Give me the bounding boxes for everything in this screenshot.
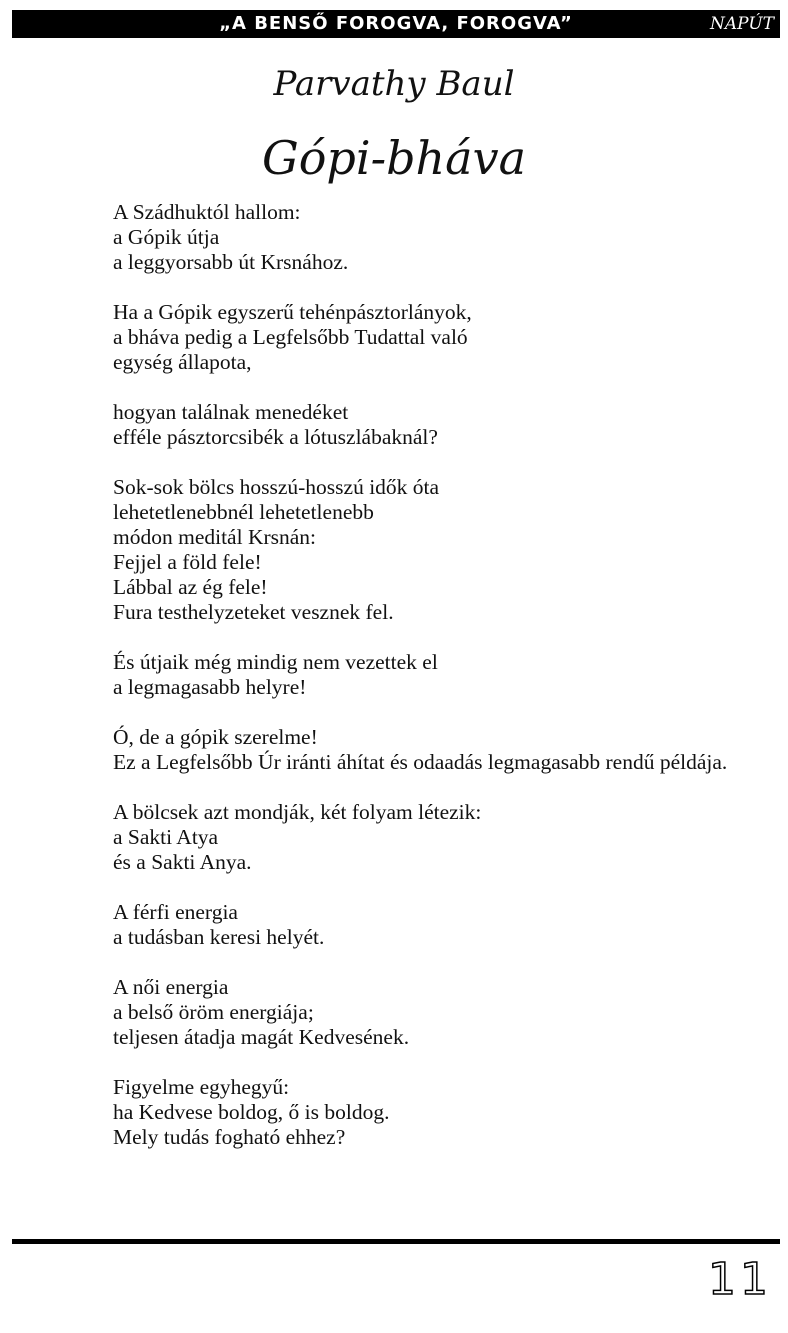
poem-line: a tudásban keresi helyét. <box>113 925 325 949</box>
poem-line: Ez a Legfelsőbb Úr iránti áhítat és odaadás legmagasabb rendű példája. <box>113 750 728 774</box>
poem-stanza <box>113 200 783 275</box>
poem-line: Fejjel a föld fele! <box>113 550 262 574</box>
poem-line: efféle pásztorcsibék a lótuszlábaknál? <box>113 425 438 449</box>
poem-line: Fura testhelyzeteket vesznek fel. <box>113 600 394 624</box>
poem-line: módon meditál Krsnán: <box>113 525 317 549</box>
poem-line: a belső öröm energiája; <box>113 1000 314 1024</box>
poem-line: a leggyorsabb út Krsnához. <box>113 250 349 274</box>
poem-line: egység állapota, <box>113 350 252 374</box>
poem-line: ha Kedvese boldog, ő is boldog. <box>113 1100 390 1124</box>
poem-line: Sok-sok bölcs hosszú-hosszú idők óta <box>113 475 440 499</box>
poem-line: A Szádhuktól hallom: <box>113 200 301 224</box>
poem-line: Ha a Gópik egyszerű tehénpásztorlányok, <box>113 300 472 324</box>
author-name: Parvathy Baul <box>273 64 515 104</box>
poem-line: A bölcsek azt mondják, két folyam létezik: <box>113 800 482 824</box>
poem-title: Gópi-bháva <box>261 131 527 185</box>
poem-line: a Gópik útja <box>113 225 220 249</box>
poem-stanza <box>113 975 783 1050</box>
poem-line: Ó, de a gópik szerelme! <box>113 725 318 749</box>
header-bar <box>12 10 780 38</box>
poem-stanza <box>113 400 783 450</box>
running-head-title: „A BENSŐ FOROGVA, FOROGVA” <box>219 13 573 34</box>
magazine-logo: NAPÚT <box>710 14 774 34</box>
poem-line: a Sakti Atya <box>113 825 219 849</box>
poem-stanza <box>113 900 783 950</box>
poem-stanza <box>113 300 783 375</box>
poem-stanza <box>113 800 783 875</box>
poem-line: hogyan találnak menedéket <box>113 400 349 424</box>
poem-line: és a Sakti Anya. <box>113 850 252 874</box>
poem-line: Lábbal az ég fele! <box>113 575 268 599</box>
poem-line: A férfi energia <box>113 900 238 924</box>
poem-stanza <box>113 650 783 700</box>
poem-line: teljesen átadja magát Kedvesének. <box>113 1025 410 1049</box>
footer-divider <box>12 1239 780 1244</box>
poem-stanza <box>113 725 783 775</box>
poem-stanza <box>113 475 783 625</box>
poem-stanza <box>113 1075 783 1150</box>
poem-line: Figyelme egyhegyű: <box>113 1075 290 1099</box>
poem-line: lehetetlenebbnél lehetetlenebb <box>113 500 374 524</box>
poem-body <box>113 200 783 1175</box>
poem-line: a bháva pedig a Legfelsőbb Tudattal való <box>113 325 468 349</box>
page-number: 11 <box>708 1254 772 1305</box>
poem-line: Mely tudás fogható ehhez? <box>113 1125 346 1149</box>
poem-line: A női energia <box>113 975 229 999</box>
poem-line: És útjaik még mindig nem vezettek el <box>113 650 438 674</box>
poem-line: a legmagasabb helyre! <box>113 675 307 699</box>
